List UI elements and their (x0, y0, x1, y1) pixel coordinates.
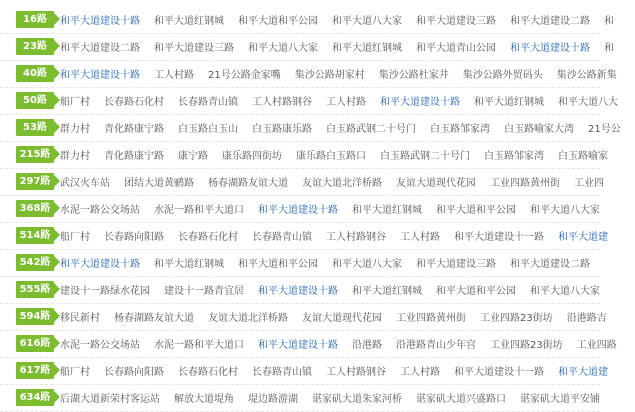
stop-link-highlighted[interactable]: 和平大道建设十路 (258, 205, 338, 216)
stop-link[interactable]: 工业四路23街坊 (490, 340, 563, 351)
stop-link[interactable]: 和平大道八大家 (332, 16, 402, 27)
stop-link[interactable]: 杨春湖路友谊大道 (208, 178, 288, 189)
route-number-badge[interactable]: 23路 (16, 38, 54, 55)
stop-link[interactable]: 沿港路吉 (566, 313, 607, 324)
stop-link-highlighted[interactable]: 和平大道建设十路 (60, 70, 140, 81)
route-stops (60, 201, 614, 216)
route-row (0, 276, 600, 304)
stop-link[interactable]: 工人村路 (154, 70, 194, 81)
route-row (0, 357, 608, 385)
route-number-badge[interactable]: 368路 (16, 200, 54, 217)
stop-link[interactable]: 水泥一路公交场站 (60, 205, 140, 216)
stop-link[interactable]: 长春路石化村 (178, 367, 238, 378)
stop-link[interactable]: 工业四路23街坊 (480, 313, 553, 324)
stop-link[interactable]: 和平大道建设十一路 (454, 232, 544, 243)
route-number-badge[interactable]: 514路 (16, 227, 54, 244)
route-number-badge[interactable]: 594路 (16, 308, 54, 325)
stop-link[interactable]: 和平大道青山公园 (416, 43, 496, 54)
route-stops (60, 39, 628, 54)
stop-link[interactable]: 集沙公路外贸码头 (462, 70, 543, 81)
stop-link[interactable]: 21号公路金家嘴 (208, 70, 281, 81)
stop-link[interactable]: 和平大道建设三路 (416, 16, 496, 27)
stop-link[interactable]: 船厂村 (60, 367, 90, 378)
stop-link[interactable]: 和平大道八大 (558, 97, 618, 108)
stop-link[interactable]: 康乐路白玉路口 (296, 151, 366, 162)
stop-link[interactable]: 康乐路四街坊 (222, 151, 282, 162)
stop-link[interactable]: 工业四路 (576, 340, 617, 351)
route-stops (60, 228, 622, 243)
route-stops (60, 174, 618, 189)
stop-link[interactable]: 和平大道和平公园 (436, 286, 516, 297)
stop-link[interactable]: 青化路康宁路 (104, 151, 164, 162)
stop-link[interactable]: 沿港路 (352, 340, 382, 351)
route-row (0, 195, 600, 223)
route-stops (60, 147, 622, 162)
stop-link[interactable]: 长春路青山镇 (178, 97, 238, 108)
route-row (0, 384, 600, 412)
stop-link[interactable]: 工人村路 (326, 97, 366, 108)
route-stops (60, 282, 614, 297)
stop-link[interactable]: 建设十一路青宜居 (164, 286, 244, 297)
stop-link[interactable]: 长春路青山镇 (252, 367, 312, 378)
stop-link[interactable]: 长春路青山镇 (252, 232, 312, 243)
route-stops (60, 255, 604, 270)
route-stops (60, 309, 621, 324)
stop-link[interactable]: 船厂村 (60, 232, 90, 243)
stop-link[interactable]: 和平大道建设十一路 (454, 367, 544, 378)
stop-link[interactable]: 水泥一路和平大道口 (154, 340, 244, 351)
route-number-badge[interactable]: 53路 (16, 119, 54, 136)
stop-link[interactable]: 群力村 (60, 151, 90, 162)
stop-link[interactable]: 和平大道八大家 (530, 205, 600, 216)
route-stops (60, 93, 632, 108)
stop-link-highlighted[interactable]: 和平大道建设十路 (258, 286, 338, 297)
stop-link[interactable]: 工人村路 (400, 232, 440, 243)
stop-link[interactable]: 和平大道和平公园 (436, 205, 516, 216)
route-row (0, 60, 617, 88)
route-number-badge[interactable]: 40路 (16, 65, 54, 82)
stop-link[interactable]: 集沙公路杜家井 (378, 70, 449, 81)
route-row (0, 249, 600, 277)
route-row (0, 114, 621, 142)
stop-link[interactable]: 谌家矶大道平安铺 (520, 394, 600, 405)
route-row (0, 87, 618, 115)
route-number-badge[interactable]: 616路 (16, 335, 54, 352)
route-number-badge[interactable]: 634路 (16, 389, 54, 406)
stop-link[interactable]: 友谊大道现代花园 (396, 178, 476, 189)
stop-link[interactable]: 白玉路邹家湾 (430, 124, 490, 135)
stop-link[interactable]: 和平大道八大家 (332, 259, 402, 270)
stop-link[interactable]: 长春路向阳路 (104, 367, 164, 378)
stop-link-highlighted[interactable]: 和平大道建设十路 (60, 16, 140, 27)
stop-link-highlighted[interactable]: 和平大道建设十路 (60, 259, 140, 270)
stop-link[interactable]: 堤边路游湖 (248, 394, 298, 405)
route-row (0, 330, 617, 358)
stop-link-highlighted[interactable]: 和平大道建 (558, 232, 608, 243)
route-number-badge[interactable]: 50路 (16, 92, 54, 109)
stop-link[interactable]: 工业四 (574, 178, 604, 189)
stop-link[interactable]: 和平大道红钢城 (474, 97, 544, 108)
stop-link[interactable]: 和平大道红钢城 (352, 205, 422, 216)
stop-link[interactable]: 和平大道建设二路 (510, 259, 590, 270)
stop-link[interactable]: 团结大道黄鹂路 (124, 178, 194, 189)
stop-link[interactable]: 和平大道八大家 (248, 43, 318, 54)
stop-link[interactable]: 长春路向阳路 (104, 232, 164, 243)
stop-link[interactable]: 白玉路康乐路 (252, 124, 312, 135)
route-stops (60, 363, 622, 378)
stop-link[interactable]: 白玉路喻家大湾 (504, 124, 574, 135)
stop-link[interactable]: 友谊大道北洋桥路 (208, 313, 288, 324)
route-row (0, 168, 604, 196)
stop-link[interactable]: 沿港路青山少年宫 (396, 340, 476, 351)
stop-link[interactable]: 谌家矶大道朱家河桥 (312, 394, 402, 405)
route-row (0, 6, 614, 34)
stop-link[interactable]: 建设十一路绿水花园 (60, 286, 150, 297)
stop-link[interactable]: 解放大道堤角 (174, 394, 234, 405)
stop-link[interactable]: 和平大道建设三路 (154, 43, 234, 54)
stop-link[interactable]: 和 (604, 16, 614, 27)
route-row (0, 303, 607, 331)
route-stops (60, 390, 614, 405)
route-stops (60, 120, 635, 135)
stop-link[interactable]: 友谊大道北洋桥路 (302, 178, 382, 189)
stop-link-highlighted[interactable]: 和平大道建 (558, 367, 608, 378)
route-number-badge[interactable]: 16路 (16, 11, 54, 28)
route-stops (60, 336, 631, 351)
stop-link[interactable]: 工人村路钢谷 (252, 97, 312, 108)
stop-link[interactable]: 武汉火车站 (60, 178, 110, 189)
stop-link[interactable]: 后湖大道新荣村客运站 (60, 394, 160, 405)
stop-link[interactable]: 和平大道建设三路 (416, 259, 496, 270)
stop-link-highlighted[interactable]: 和平大道建设十路 (258, 340, 338, 351)
route-row (0, 222, 608, 250)
stop-link[interactable]: 水泥一路公交场站 (60, 340, 140, 351)
stop-link[interactable]: 长春路石化村 (178, 232, 238, 243)
stop-link[interactable]: 长春路石化村 (104, 97, 164, 108)
stop-link[interactable]: 移民新村 (60, 313, 100, 324)
stop-link[interactable]: 和平大道红钢城 (154, 259, 224, 270)
stop-link[interactable]: 康宁路 (178, 151, 208, 162)
stop-link[interactable]: 集沙公路新集 (556, 70, 617, 81)
stop-link[interactable]: 和平大道红钢城 (154, 16, 224, 27)
stop-link[interactable]: 杨春湖路友谊大道 (114, 313, 194, 324)
stop-link[interactable]: 和平大道和平公园 (238, 259, 318, 270)
stop-link[interactable]: 和平大道建设二路 (60, 43, 140, 54)
stop-link[interactable]: 和平大道和平公园 (238, 16, 318, 27)
stop-link[interactable]: 21号公 (588, 124, 621, 135)
stop-link[interactable]: 白玉路武钢二十号门 (380, 151, 470, 162)
route-stops (60, 66, 631, 81)
stop-link-highlighted[interactable]: 和平大道建设十路 (380, 97, 460, 108)
stop-link[interactable]: 白玉路邹家湾 (484, 151, 544, 162)
stop-link-highlighted[interactable]: 和平大道建设十路 (510, 43, 590, 54)
stop-link[interactable]: 和平大道建设二路 (510, 16, 590, 27)
stop-link[interactable]: 谌家矶大道兴盛路口 (416, 394, 506, 405)
route-number-badge[interactable]: 215路 (16, 146, 54, 163)
stop-link[interactable]: 工人村路钢谷 (326, 232, 386, 243)
stop-link[interactable]: 船厂村 (60, 97, 90, 108)
stop-link[interactable]: 友谊大道现代花园 (302, 313, 382, 324)
stop-link[interactable]: 和平大道八大家 (530, 286, 600, 297)
stop-link[interactable]: 和平大道红钢城 (332, 43, 402, 54)
stop-link[interactable]: 工业四路黄州街 (396, 313, 466, 324)
stop-link[interactable]: 水泥一路和平大道口 (154, 205, 244, 216)
stop-link[interactable]: 和平大道红钢城 (352, 286, 422, 297)
stop-link[interactable]: 白玉路喻家 (558, 151, 608, 162)
stop-link[interactable]: 青化路康宁路 (104, 124, 164, 135)
stop-link[interactable]: 和 (604, 43, 614, 54)
stop-link[interactable]: 工业四路黄州街 (490, 178, 560, 189)
route-number-badge[interactable]: 542路 (16, 254, 54, 271)
route-row (0, 33, 614, 61)
stop-link[interactable]: 群力村 (60, 124, 90, 135)
stop-link[interactable]: 集沙公路胡家村 (294, 70, 365, 81)
route-number-badge[interactable]: 617路 (16, 362, 54, 379)
route-stops (60, 12, 628, 27)
stop-link[interactable]: 工人村路钢谷 (326, 367, 386, 378)
stop-link[interactable]: 工人村路 (400, 367, 440, 378)
route-row (0, 141, 608, 169)
route-number-badge[interactable]: 555路 (16, 281, 54, 298)
route-number-badge[interactable]: 297路 (16, 173, 54, 190)
stop-link[interactable]: 白玉路武钢二十号门 (326, 124, 416, 135)
stop-link[interactable]: 白玉路白玉山 (178, 124, 238, 135)
